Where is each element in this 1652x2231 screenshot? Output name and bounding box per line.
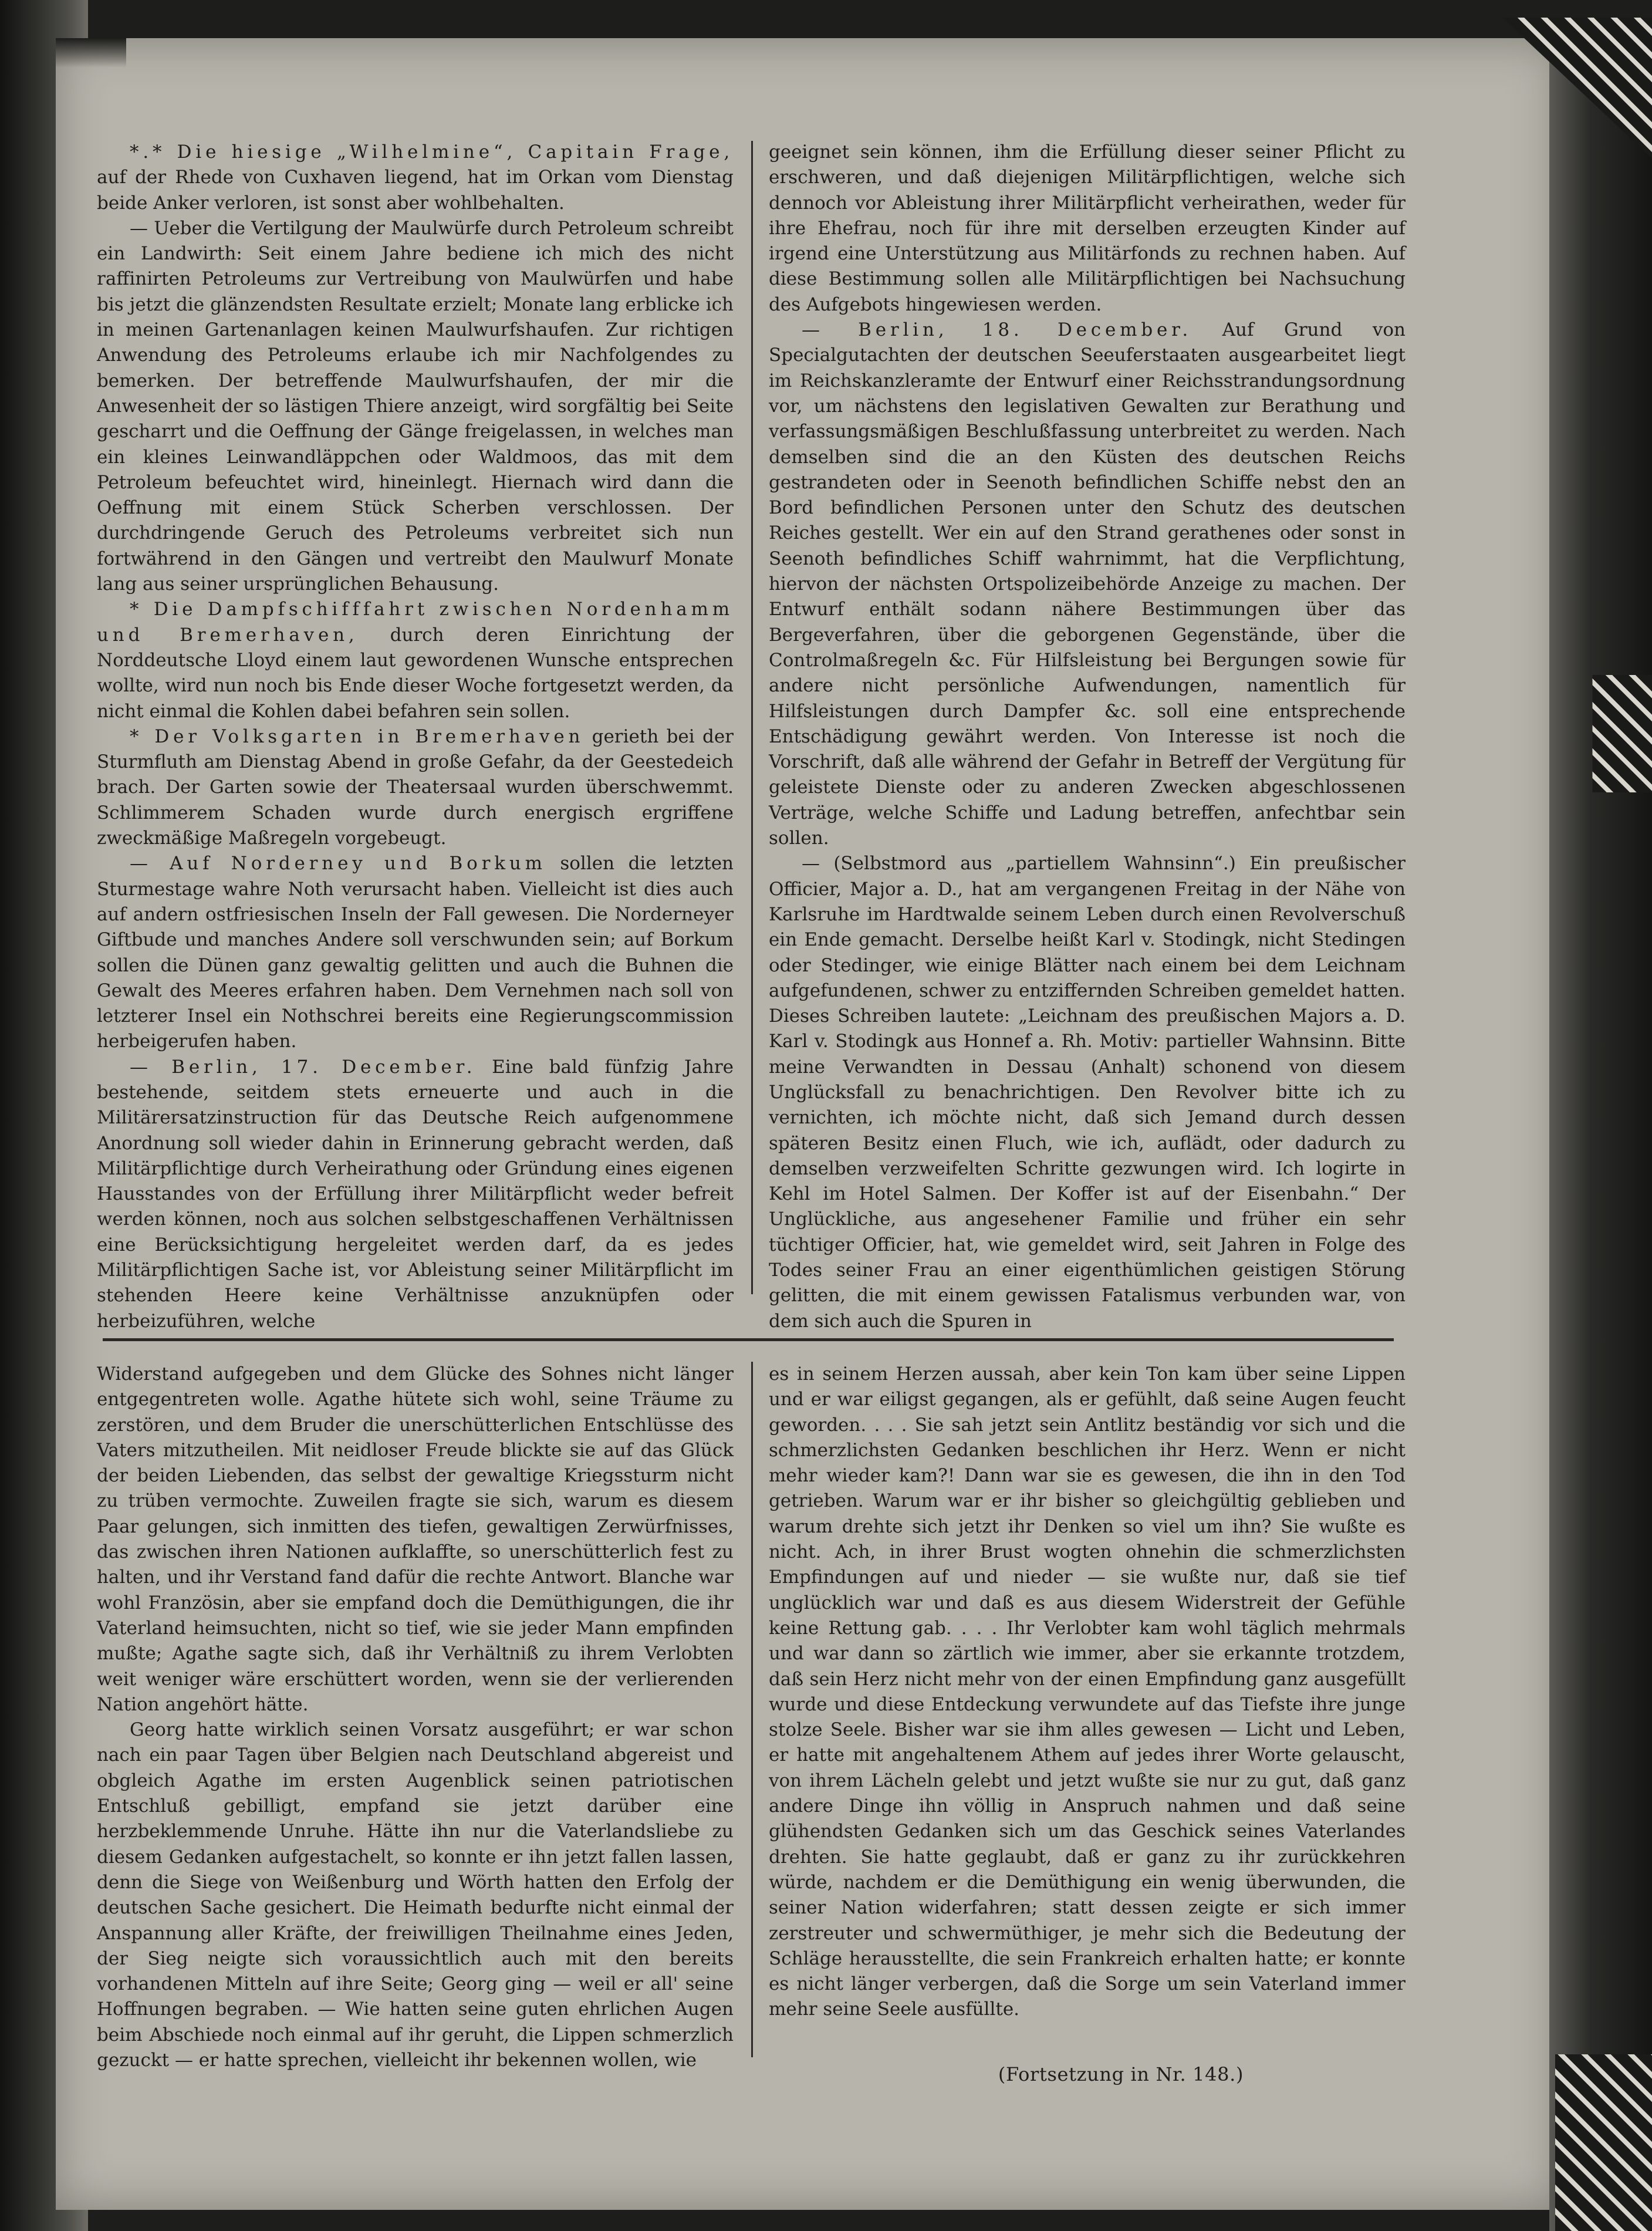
news-item-text: Auf Grund von Specialgutachten der deutschen Seeuferstaaten ausgearbeitet liegt im Reichskanzleramte der Entwurf einer Reichsstrandungsordnung vor, um nächstens den legislativen Gewalten zur Berathung und verfassungsmäßigen Beschlußfassung unterbreitet zu werden. Nach demselben sind die an den Küsten des deutschen Reichs gestrandeten oder in Seenoth befindlichen Schiffe nebst den an Bord befindlichen Personen unter den Schutz des deutschen Reiches gestellt. Wer ein auf den Strand gerathenes oder sonst in Seenoth befindliches Schiff wahrnimmt, hat die Verpflichtung, hiervon der nächsten Ortspolizeibehörde Anzeige zu machen. Der Entwurf enthält sodann nähere Bestimmungen über das Bergeverfahren, über die geborgenen Gegenstände, über die Controlmaßregeln &c. Für Hilfsleistung bei Bergungen sowie für andere nicht persönliche Aufwendungen, namentlich für Hilfsleistungen durch Dampfer &c. soll eine entsprechende Entschädigung gewährt werden. Von Interesse ist noch die Vorschrift, daß alle während der Gefahr in Betreff der Vergütung für geleistete Dienste oder zu anderen Zwecken abgeschlossenen Verträge, welche Schiffe und Ladung betreffen, anfechtbar sein sollen. [769,319,1406,849]
story-paragraph: es in seinem Herzen aussah, aber kein Ton kam über seine Lippen und er war eiligst gegangen, als er gefühlt, daß seine Augen feucht geworden. . . . Sie sah jetzt sein Antlitz beständig vor sich und die schmerzlichsten Gedanken beschlichen ihr Herz. Wenn er nicht mehr wieder kam?! Dann war sie es gewesen, die ihn in den Tod getrieben. Warum war er ihr bisher so gleichgültig geblieben und warum drehte sich jetzt ihr Denken so viel um ihn? Sie wußte es nicht. Ach, in ihrer Brust wogten ohnehin die schmerzlichsten Empfindungen auf und nieder — sie wußte nur, daß sie tief unglücklich war und daß es aus diesem Widerstreit der Gefühle keine Rettung gab. . . . Ihr Verlobter kam wohl täglich mehrmals und war dann so zärtlich wie immer, aber sie erkannte trotzdem, daß sein Herz nicht mehr von der einen Empfindung ganz ausgefüllt wurde und diese Entdeckung verwundete auf das Tiefste ihre junge stolze Seele. Bisher war sie ihm alles gewesen — Licht und Leben, er hatte mit angehaltenem Athem auf jedes ihrer Worte gelauscht, von ihrem Lächeln gelebt und jetzt wußte sie nur zu gut, daß ganz andere Dinge ihn völlig in Anspruch nahmen und daß seine glühendsten Gedanken sich um das Geschick seines Vaterlandes drehten. Sie hatte geglaubt, daß er ganz zu ihr zurückkehren würde, nachdem er die Demüthigung ein wenig überwunden, die seiner Nation widerfahren; statt dessen zeigte er sich immer zerstreuter und schwermüthiger, je mehr sich die Bedeutung der Schläge herausstellte, die sein Frankreich erhalten hatte; er konnte es nicht länger verbergen, daß die Sorge um sein Vaterland immer mehr seine Seele ausfüllte. [769,1363,1406,2020]
news-item-lead: — Berlin, 17. December. [130,1056,477,1078]
news-column-left [97,140,734,1334]
section-divider [103,1338,1394,1341]
news-column-right [769,140,1406,1334]
news-item [97,1055,734,1334]
news-item [769,851,1406,1334]
story-paragraph: Georg hatte wirklich seinen Vorsatz ausgeführt; er war schon nach ein paar Tagen über Belgien nach Deutschland abgereist und obgleich Agathe im ersten Augenblick seinen patriotischen Entschluß gebilligt, empfand sie jetzt darüber eine herzbeklemmende Unruhe. Hätte ihn nur die Vaterlandsliebe zu diesem Gedanken aufgestachelt, so konnte er ihn jetzt fallen lassen, denn die Siege von Weißenburg und Wörth hatten den Erfolg der deutschen Sache gesichert. Die Heimath bedurfte nicht einmal der Anspannung aller Kräfte, der freiwilligen Theilnahme eines Jeden, der Sieg neigte sich voraussichtlich auch mit den bereits vorhandenen Mitteln auf ihre Seite; Georg ging — weil er all' seine Hoffnungen begraben. — Wie hatten seine guten ehrlichen Augen beim Abschiede noch einmal auf ihr geruht, die Lippen schmerzlich gezuckt — er hatte sprechen, vielleicht ihr bekennen wollen, wie [97,1719,734,2071]
story-paragraph: Widerstand aufgegeben und dem Glücke des Sohnes nicht länger entgegentreten wolle. Agathe hütete sich wohl, seine Träume zu zerstören, und dem Bruder die unerschütterlichen Entschlüsse des Vaters mitzutheilen. Mit neidloser Freude blickte sie auf das Glück der beiden Liebenden, das selbst der gewaltige Kriegssturm nicht zu trüben vermochte. Zuweilen fragte sie sich, warum es diesem Paar gelungen, sich inmitten des tiefen, gewaltigen Zerwürfnisses, das zwischen ihren Nationen aufklaffte, so unerschütterlich fest zu halten, und ihr Verstand fand dafür die rechte Antwort. Blanche war wohl Französin, aber sie empfand doch die Demüthigungen, die ihr Vaterland heimsuchten, nicht so tief, wie sie jeder Mann empfinden mußte; Agathe sagte sich, daß ihr Verhältniß zu ihrem Verlobten weit weniger wäre erschüttert worden, wenn sie der verlierenden Nation angehört hätte. [97,1363,734,1715]
news-item-lead: *.* Die hiesige „Wilhelmine“, Capitain Frage, [130,141,734,163]
news-item [97,216,734,597]
news-item [97,140,734,216]
news-item-text: geeignet sein können, ihm die Erfüllung dieser seiner Pflicht zu erschweren, und daß diejenigen Militärpflichtigen, welche sich dennoch vor Ableistung ihrer Militärpflicht verheirathen, weder für ihre Ehefrau, noch für ihre mit derselben erzeugten Kinder auf irgend eine Unterstützung aus Militärfonds zu rechnen haben. Auf diese Bestimmung sollen alle Militärpflichtigen bei Nachsuchung des Aufgebots hingewiesen werden. [769,141,1406,315]
continuation-note: (Fortsetzung in Nr. 148.) [998,2063,1244,2085]
cover-bottom-pattern [1555,2054,1652,2231]
news-item-text: durch deren Einrichtung der Norddeutsche Lloyd einem laut gewordenen Wunsche entsprechen wollte, wird nun noch bis Ende dieser Woche fortgesetzt werden, da nicht einmal die Kohlen dabei befahren sein sollen. [97,624,734,722]
story-column-left [97,1362,734,2073]
news-item-text: sollen die letzten Sturmestage wahre Noth verursacht haben. Vielleicht ist dies auch auf andern ostfriesischen Inseln der Fall gewesen. Die Norderneyer Giftbude und manches Andere soll verschwunden sein; auf Borkum sollen die Dünen ganz gewaltig gelitten und auch die Buhnen die Gewalt des Meeres erfahren haben. Dem Vernehmen nach soll von letzterer Insel ein Nothschrei bereits eine Regierungscommission herbeigerufen haben. [97,853,734,1052]
story-column-right [769,1362,1406,2023]
news-item-lead: * Die Dampfschifffahrt zwischen Nordenhamm und Bremerhaven, [97,599,734,646]
book-cover-right [1549,29,1652,2231]
news-item-lead: — Berlin, 18. December. [802,319,1192,341]
column-divider [751,1362,753,2057]
news-item [769,140,1406,318]
news-item-text: Eine bald fünfzig Jahre bestehende, seitdem stets erneuerte und auch in die Militärersatzinstruction für das Deutsche Reich aufgenommene Anordnung soll wieder dahin in Erinnerung gebracht werden, daß Militärpflichtige durch Verheirathung oder Gründung eines eigenen Hausstandes von der Erfüllung ihrer Militärpflicht weder befreit werden können, noch aus solchen selbstgeschaffenen Verhältnissen eine Berücksichtigung hergeleitet werden darf, da es jedes Militärpflichtigen Sache ist, vor Ableistung seiner Militärpflicht im stehenden Heere keine Verhältnisse anzuknüpfen oder herbeizuführen, welche [97,1056,734,1332]
news-item-lead: * Der Volksgarten in Bremerhaven [130,725,585,747]
page-corner-shadow [56,38,126,67]
column-divider [751,141,753,1294]
news-item-text: auf der Rhede von Cuxhaven liegend, hat im Orkan vom Dienstag beide Anker verloren, ist sonst aber wohlbehalten. [97,167,734,214]
news-item-text: Ein preußischer Officier, Major a. D., hat am vergangenen Freitag in der Nähe von Karlsruhe im Hardtwalde seinem Leben durch einen Revolverschuß ein Ende gemacht. Derselbe heißt Karl v. Stodingk, nicht Stedingen oder Stedinger, wie einige Blätter nach einem bei dem Leichnam aufgefundenen, schwer zu entziffernden Schreiben gemeldet hatten. Dieses Schreiben lautete: „Leichnam des preußischen Majors a. D. Karl v. Stodingk aus Honnef a. Rh. Motiv: partieller Wahnsinn. Bitte meine Verwandten in Dessau (Anhalt) schonend von diesem Unglücksfall zu benachrichtigen. Den Revolver bitte ich zu vernichten, ich möchte nicht, daß sich Jemand durch dessen späteren Besitz einen Fluch, wie ich, auflädt, oder dadurch zu demselben verzweifelten Schritte gezwungen wird. Ich logirte in Kehl im Hotel Salmen. Der Koffer ist auf der Eisenbahn.“ Der Unglückliche, aus angesehener Familie und früher ein sehr tüchtiger Officier, hat, wie gemeldet wird, seit Jahren in Folge des Todes seiner Frau an einer eigenthümlichen geistigen Störung gelitten, die mit einem gewissen Fatalismus verbunden war, von dem sich auch die Spuren in [769,853,1406,1332]
news-item [97,597,734,724]
news-item-text: gerieth bei der Sturmfluth am Dienstag Abend in große Gefahr, da der Geestedeich brach. Der Garten sowie der Theatersaal wurden überschwemmt. Schlimmerem Schaden wurde durch energisch ergriffene zweckmäßige Maßregeln vorgebeugt. [97,725,734,849]
news-item [769,318,1406,851]
news-item [97,724,734,851]
news-item [97,851,734,1054]
news-item-lead: — Auf Norderney und Borkum [130,853,546,875]
news-item-lead: — (Selbstmord aus „partiellem Wahnsinn“.) [802,853,1236,875]
news-item-text: — Ueber die Vertilgung der Maulwürfe durch Petroleum schreibt ein Landwirth: Seit einem Jahre bediene ich mich des nicht raffinirten Petroleums zur Vertreibung von Maulwürfen und habe bis jetzt die glänzendsten Resultate erzielt; Monate lang erblicke ich in meinen Gartenanlagen keinen Maulwurfshaufen. Zur richtigen Anwendung des Petroleums erlaube ich mir Nachfolgendes zu bemerken. Der betreffende Maulwurfshaufen, der mir die Anwesenheit der so lästigen Thiere anzeigt, wird sorgfältig bei Seite gescharrt und die Oeffnung der Gänge freigelassen, in welches man ein kleines Leinwandläppchen oder Waldmoos, das mit dem Petroleum befeuchtet wird, hineinlegt. Hiernach wird dann die Oeffnung mit einem Stück Scherben verschlossen. Der durchdringende Geruch des Petroleums verbreitet sich nun fortwährend in den Gängen und vertreibt den Maulwurf Monate lang aus seiner ursprünglichen Behausung. [97,217,734,595]
